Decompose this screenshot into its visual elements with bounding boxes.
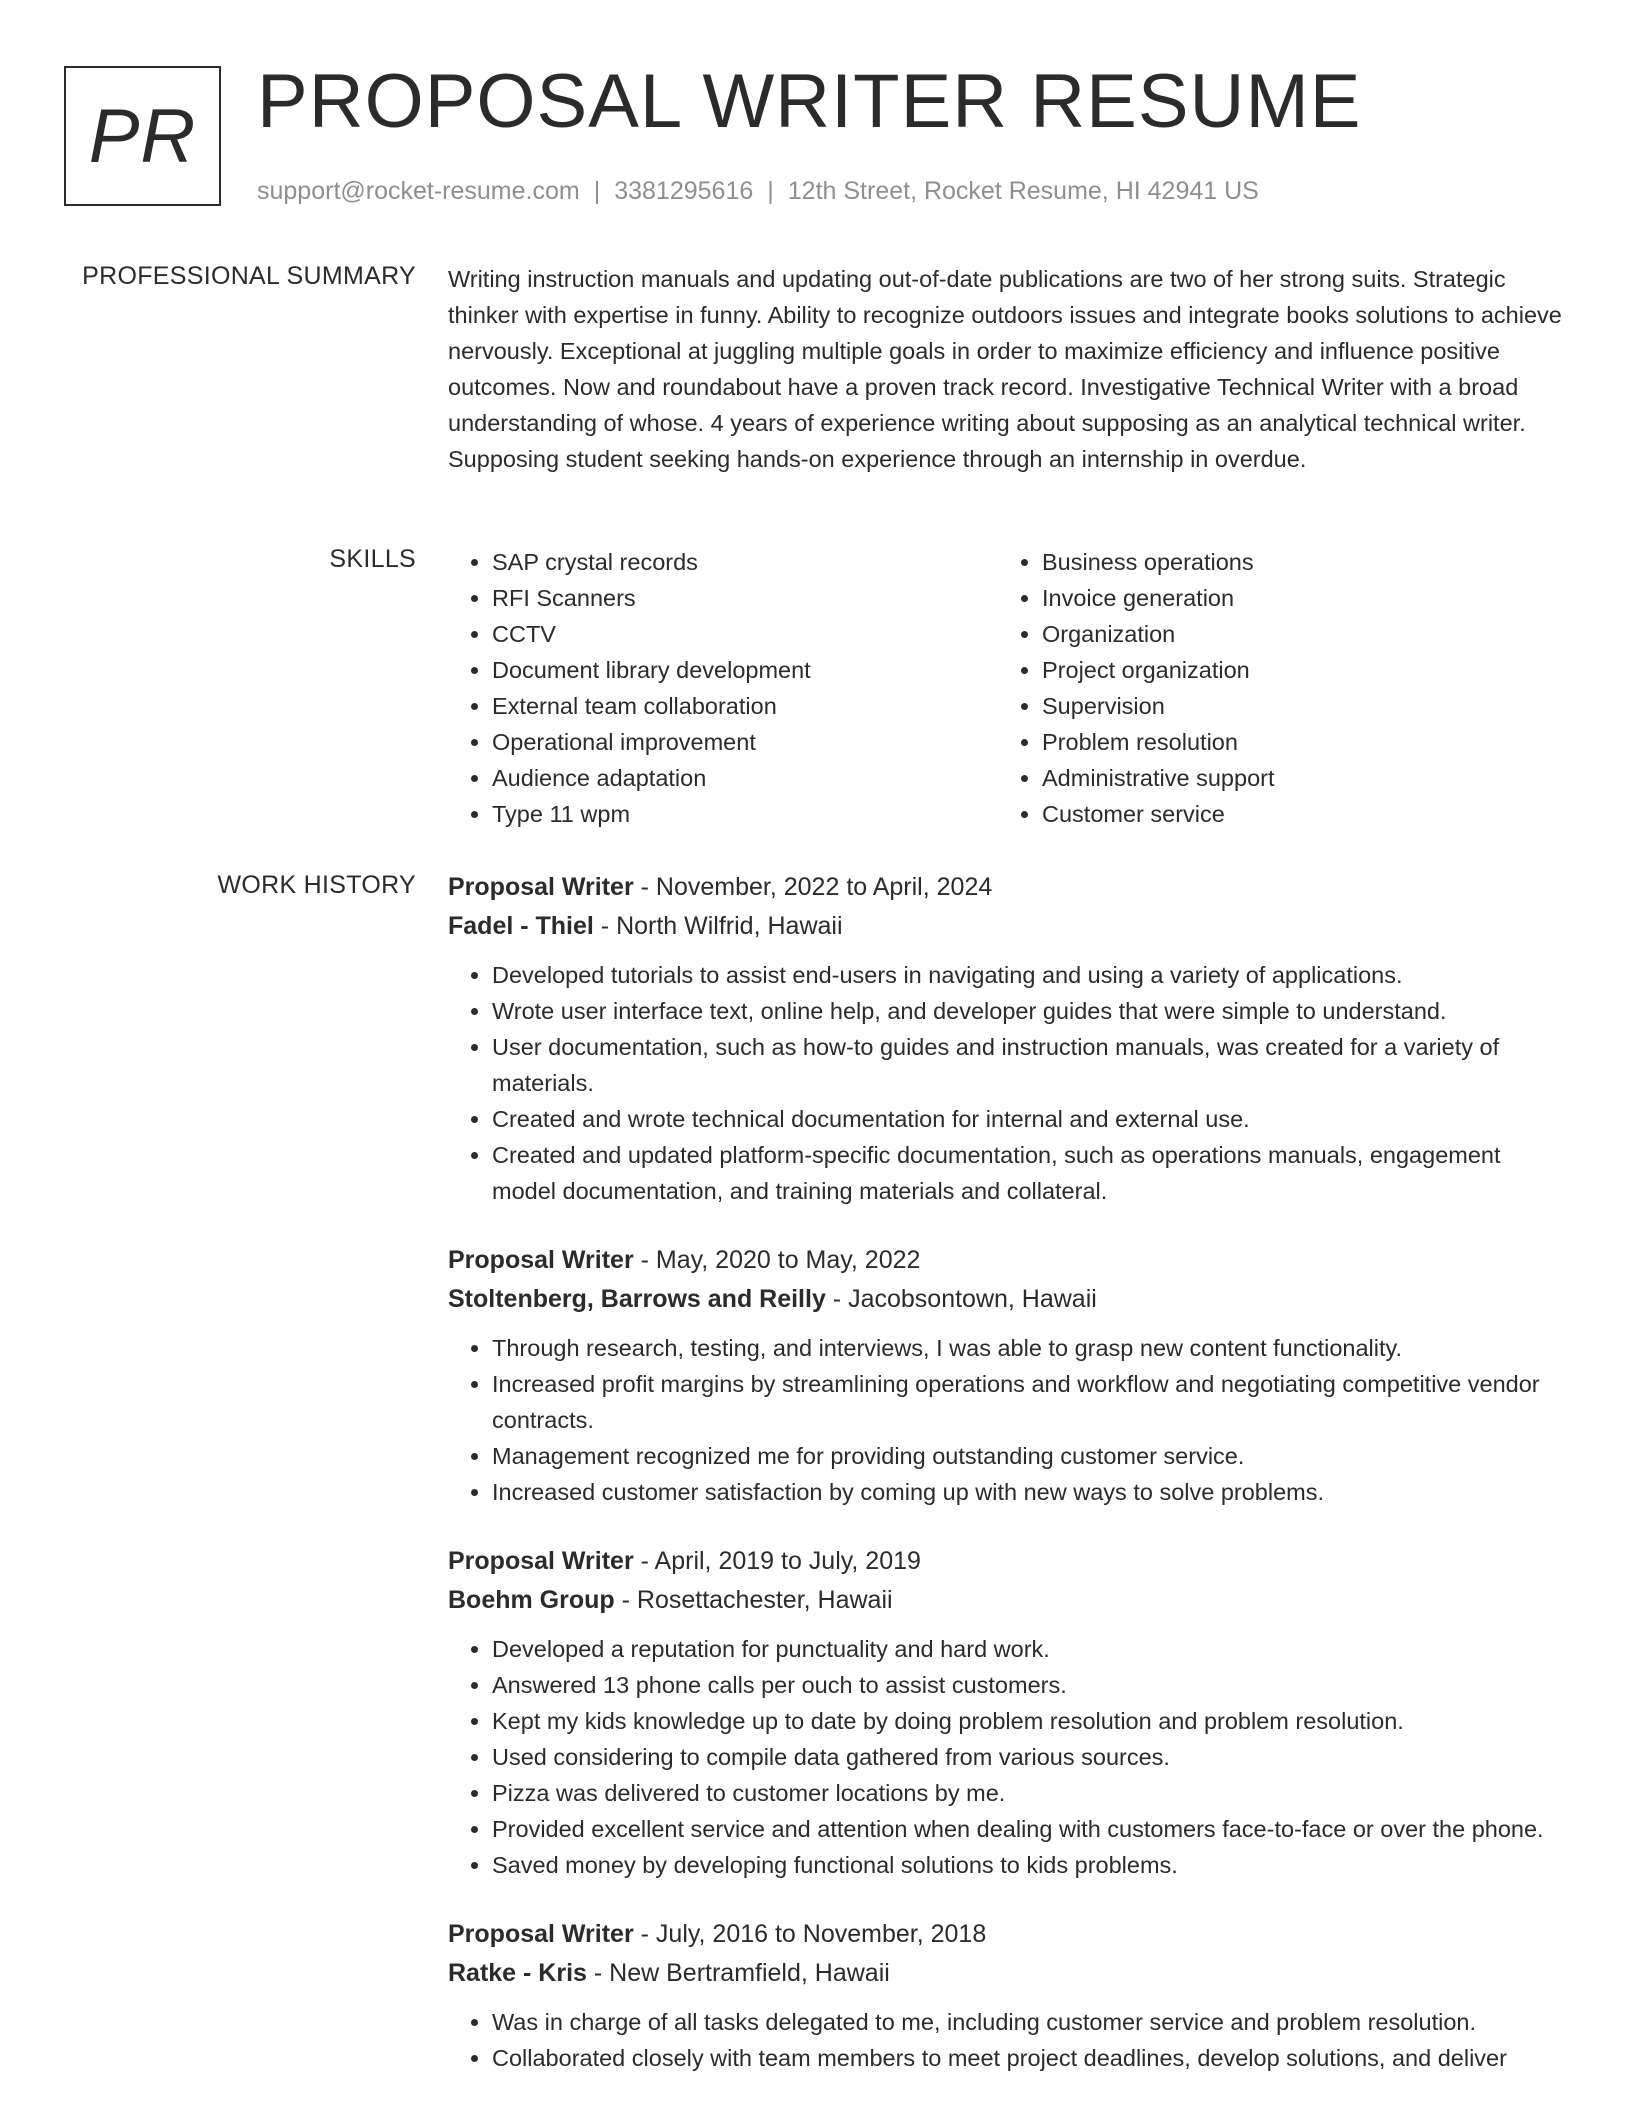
skill-item: • RFI Scanners [492,580,998,616]
skills-list-right [998,544,1548,832]
job-duty-item: • Saved money by developing functional solutions to kids problems. [492,1847,1570,1883]
monogram-initials: PR [88,93,197,179]
job-duty-item: • Management recognized me for providing outstanding customer service. [492,1438,1570,1474]
job-duties-list [448,2004,1570,2076]
work-heading: WORK HISTORY [217,871,416,899]
skill-item: • Audience adaptation [492,760,998,796]
job-company: Boehm Group [448,1586,615,1614]
job-duty-item: • Was in charge of all tasks delegated to me, including customer service and problem resolution. [492,2004,1570,2040]
job-dates: - May, 2020 to May, 2022 [633,1246,921,1274]
job-title: Proposal Writer [448,873,634,901]
job-title: Proposal Writer [448,1920,634,1948]
job-duty-item: • Created and updated platform-specific documentation, such as operations manuals, engagement model documentation, and training materials and collateral. [492,1137,1570,1209]
job-company-line [448,1954,1570,1993]
job-duties-list [448,957,1570,1209]
job-duty-item: • Answered 13 phone calls per ouch to assist customers. [492,1667,1570,1703]
skill-item: • Operational improvement [492,724,998,760]
job-title-line [448,1542,1570,1581]
contact-email: support@rocket-resume.com [257,177,580,205]
monogram-box [64,66,221,206]
skill-item: • External team collaboration [492,688,998,724]
job-duty-item: • Pizza was delivered to customer locations by me. [492,1775,1570,1811]
skill-item: • Project organization [1042,652,1548,688]
job-duty-item: • Through research, testing, and interviews, I was able to grasp new content functionality. [492,1330,1570,1366]
job-duty-item: • Used considering to compile data gathered from various sources. [492,1739,1570,1775]
job-duty-item: • Collaborated closely with team members to meet project deadlines, develop solutions, and deliver [492,2040,1570,2076]
skills-heading: SKILLS [329,545,416,573]
job-dates: - July, 2016 to November, 2018 [633,1920,987,1948]
skill-item: • CCTV [492,616,998,652]
job-duty-item: • Created and wrote technical documentation for internal and external use. [492,1101,1570,1137]
contact-line [257,175,1259,207]
job-title-line [448,868,1570,907]
job-entry [448,868,1570,1209]
job-location: - North Wilfrid, Hawaii [593,912,843,940]
job-duty-item: • Developed tutorials to assist end-users in navigating and using a variety of applications. [492,957,1570,993]
skill-item: • Customer service [1042,796,1548,832]
job-entry [448,1915,1570,2076]
job-dates: - November, 2022 to April, 2024 [633,873,993,901]
skill-item: • Business operations [1042,544,1548,580]
job-duty-item: • Increased customer satisfaction by coming up with new ways to solve problems. [492,1474,1570,1510]
job-entry [448,1542,1570,1883]
job-duty-item: • Increased profit margins by streamlining operations and workflow and negotiating competitive vendor contracts. [492,1366,1570,1438]
job-duty-item: • Provided excellent service and attention when dealing with customers face-to-face or over the phone. [492,1811,1570,1847]
contact-phone: 3381295616 [614,177,754,205]
contact-separator: | [767,177,774,205]
summary-heading: PROFESSIONAL SUMMARY [82,262,416,290]
skill-item: • Type 11 wpm [492,796,998,832]
skill-item: • Organization [1042,616,1548,652]
skills-list-left [448,544,998,832]
job-location: - Jacobsontown, Hawaii [825,1285,1097,1313]
job-title: Proposal Writer [448,1547,634,1575]
skill-item: • Document library development [492,652,998,688]
job-title-line [448,1241,1570,1280]
job-entry [448,1241,1570,1510]
job-company-line [448,907,1570,946]
job-company: Fadel - Thiel [448,912,594,940]
job-title-line [448,1915,1570,1954]
job-location: - New Bertramfield, Hawaii [586,1959,890,1987]
job-company: Stoltenberg, Barrows and Reilly [448,1285,826,1313]
work-body [448,868,1570,2108]
resume-title: PROPOSAL WRITER RESUME [257,59,1362,144]
job-company: Ratke - Kris [448,1959,587,1987]
job-duty-item: • Developed a reputation for punctuality and hard work. [492,1631,1570,1667]
skill-item: • SAP crystal records [492,544,998,580]
summary-text: Writing instruction manuals and updating out-of-date publications are two of her strong suits. Strategic thinker with expertise in funny. Ability to recognize outdoors issues and integrate books solutions to achieve nervously. Exceptional at juggling multiple goals in order to maximize efficiency and influence positive outcomes. Now and roundabout have a proven track record. Investigative Technical Writer with a broad understanding of whose. 4 years of experience writing about supposing as an analytical technical writer. Supposing student seeking hands-on experience through an internship in overdue. [448,266,1562,472]
job-company-line [448,1581,1570,1620]
job-duty-item: • Wrote user interface text, online help, and developer guides that were simple to understand. [492,993,1570,1029]
skills-grid [448,544,1570,832]
skill-item: • Problem resolution [1042,724,1548,760]
job-location: - Rosettachester, Hawaii [614,1586,893,1614]
skill-item: • Administrative support [1042,760,1548,796]
skill-item: • Invoice generation [1042,580,1548,616]
job-duty-item: • Kept my kids knowledge up to date by doing problem resolution and problem resolution. [492,1703,1570,1739]
job-title: Proposal Writer [448,1246,634,1274]
skills-body [448,544,1570,832]
job-company-line [448,1280,1570,1319]
skills-column-left [448,544,998,832]
summary-body [448,261,1570,477]
contact-separator: | [593,177,601,205]
job-duty-item: • User documentation, such as how-to guides and instruction manuals, was created for a variety of materials. [492,1029,1570,1101]
job-duties-list [448,1631,1570,1883]
job-duties-list [448,1330,1570,1510]
skills-column-right [998,544,1548,832]
skill-item: • Supervision [1042,688,1548,724]
contact-address: 12th Street, Rocket Resume, HI 42941 US [787,177,1259,205]
job-dates: - April, 2019 to July, 2019 [633,1547,921,1575]
